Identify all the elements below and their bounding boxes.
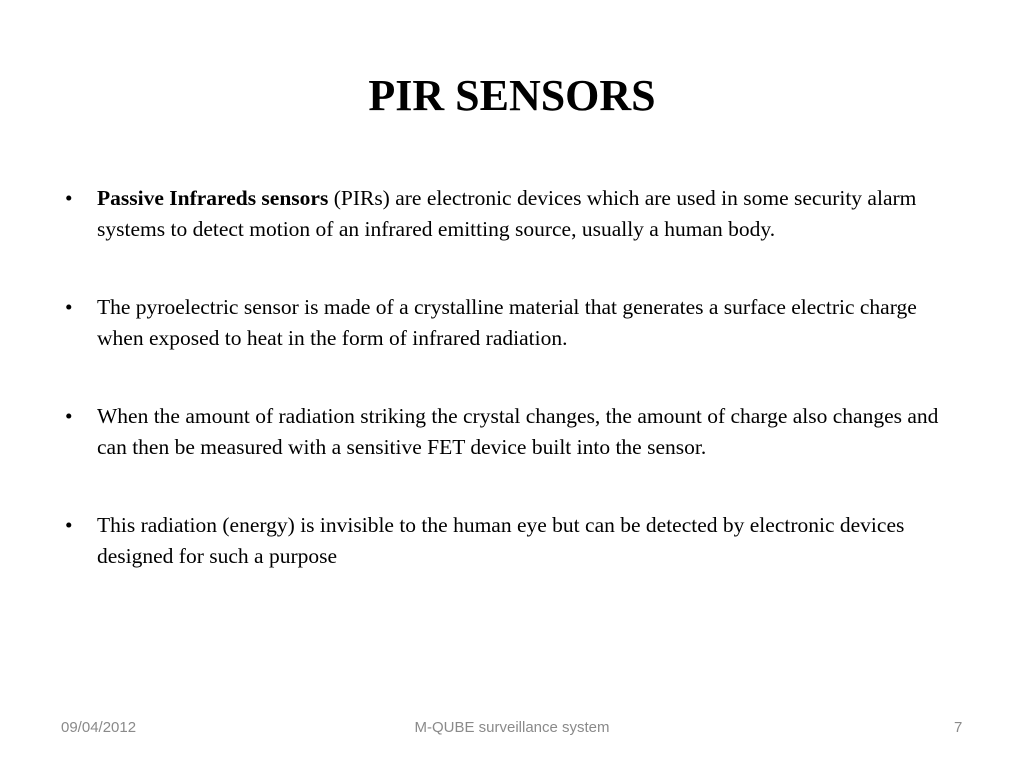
bullet-item [62, 401, 967, 463]
bullet-dot: • [65, 186, 73, 210]
bullet-bold-term: Passive Infrareds sensors [97, 186, 329, 210]
bullet-text: This radiation (energy) is invisible to the human eye but can be detected by electronic devices designed for such a purpose [97, 513, 905, 568]
slide-title: PIR SENSORS [368, 71, 656, 120]
bullet-dot: • [65, 295, 73, 319]
page-number: 7 [954, 719, 963, 736]
bullet-item [62, 510, 967, 572]
bullet-item [62, 183, 967, 245]
bullet-list [62, 183, 967, 619]
bullet-text: (PIRs) are electronic devices which are used in some security alarm systems to detect motion of an infrared emitting source, usually a human body. [97, 186, 917, 241]
bullet-text: When the amount of radiation striking the crystal changes, the amount of charge also changes and can then be measured with a sensitive FET device built into the sensor. [97, 404, 939, 459]
bullet-text: The pyroelectric sensor is made of a crystalline material that generates a surface electric charge when exposed to heat in the form of infrared radiation. [97, 295, 917, 350]
bullet-dot: • [65, 513, 73, 537]
footer-date: 09/04/2012 [61, 719, 137, 736]
footer-title: M-QUBE surveillance system [414, 719, 610, 736]
bullet-dot: • [65, 404, 73, 428]
bullet-item [62, 292, 967, 354]
